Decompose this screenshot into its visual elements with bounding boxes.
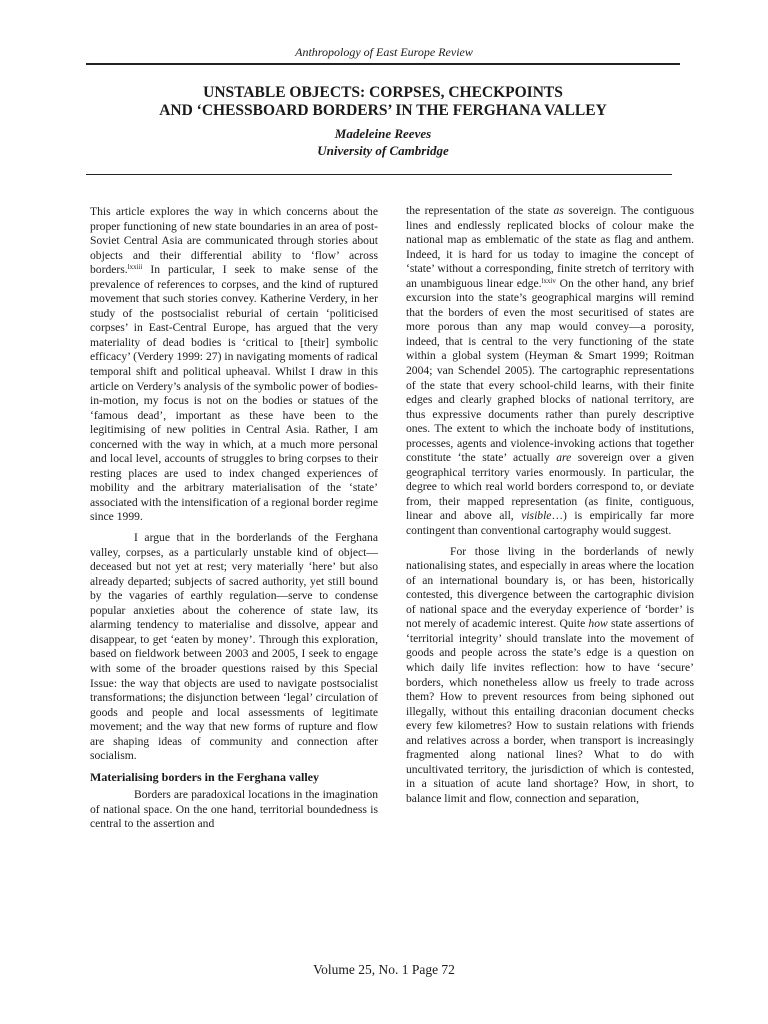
author-affiliation: University of Cambridge [317,143,449,158]
article-title [86,84,680,120]
emphasis: as [553,204,564,217]
text: In particular, I seek to make sense of the prevalence of references to corpses, and the kind of ruptured movement that such stories convey. Katherine Verdery, in her study of the postsocialist reburial of certain ‘politicised corpses’ in East-Central Europe, has argued that the very materiality of dead bodies is ‘critical to [their] symbolic efficacy’ (Verdery 1999: 27) in navigating moments of radical temporal shift and political upheaval. Whilst I draw in this article on Verdery’s analysis of the symbolic power of bodies-in-motion, my focus is not on the bodies or statues of the ‘famous dead’, important as these have been to the legitimising of new polities in Central Asia. Rather, I am concerned with the way in which, at a much more personal and local level, accounts of struggles to bring corpses to their resting places are used to index changed experiences of mobility and the arbitrary materialisation of the ‘state’ associated with the intensification of a regional border regime since 1999. [90,263,378,524]
text: sovereign over a given geographical territory varies enormously. In particular, the degree to which real world borders correspond to, or deviate from, their mapped representation (as finite, contiguous, linear and above all, [406,451,694,523]
text: For those living in the borderlands of newly nationalising states, and especially in areas where the location of an international boundary is, or has been, historically contested, this divergence between the cartographic division of national space and the everyday experience of ‘border’ is not merely of academic interest. Quite [406,544,694,631]
author-block [86,125,680,159]
page-footer: Volume 25, No. 1 Page 72 [313,962,455,977]
footnote-marker: lxxiv [541,276,556,285]
header-rule [86,63,680,65]
journal-header: Anthropology of East Europe Review [295,45,473,59]
title-line-2: AND ‘CHESSBOARD BORDERS’ IN THE FERGHANA VALLEY [159,102,607,119]
right-column [406,204,694,812]
footnote-marker: lxxiii [127,263,143,272]
paragraph [90,205,378,525]
text: …) is empirically far more contingent than conventional cartography would suggest. [406,509,694,538]
text: sovereign. The contiguous lines and endlessly replicated blocks of colour make the national map as emblematic of the state as flag and anthem. Indeed, it is hard for us today to imagine the concept of ‘state’ without a corresponding, finite stretch of territory with an unambiguous linear edge. [406,204,694,290]
section-heading: Materialising borders in the Ferghana valley [90,769,319,784]
paragraph [406,204,694,539]
paragraph: I argue that in the borderlands of the Ferghana valley, corpses, as a particularly unstable kind of object—deceased but not yet at rest; very materially ‘here’ but also already departed; subjects of sacred authority, yet still bound by the vagaries of earthly regulation—serve to condense popular anxieties about the coherence of state law, its alarming tendency to materialise and dissolve, appear and disappear, to get ‘eaten by money’. Through this exploration, based on fieldwork between 2003 and 2005, I seek to engage with some of the broader questions raised by this Special Issue: the way that objects are used to navigate postsocialist transformations; the disjunction between ‘legal’ circulation of goods and people and local assessments of legitimate movement; and the way that new forms of rupture and flow are shaping ideas of community and connection after socialism. [90,531,378,763]
title-line-1: UNSTABLE OBJECTS: CORPSES, CHECKPOINTS [203,84,563,101]
text: the representation of the state [406,204,554,217]
text: On the other hand, any brief excursion into the state’s geographical margins will remind that the borders of even the most securitised of states are more porous than any map would convey—a porosity, indeed, that is central to the very functioning of the state within a global system (Heyman & Smart 1999; Roitman 2004; van Schendel 2005). The cartographic representations of the state that every school-child learns, with their finite edges and clearly graphed blocks of national territory, are thus expressive documents rather than purely descriptive ones. The extent to which the inchoate body of institutions, processes, agents and violence-invoking actions that together constitute ‘the state’ actually [406,276,694,465]
emphasis: visible [521,509,552,523]
title-rule [86,174,672,175]
emphasis: are [556,451,572,465]
text: state assertions of ‘territorial integrity’ should translate into the movement of goods and people across the state’s edge is a question on which daily life invites reflection: how to have ‘secure’ borders, which nonetheless allow us freely to trade across them? How to prevent resources from being siphoned out illegally, without this entailing draconian document checks every few kilometres? How to sustain relations with friends and relatives across a border, when transport is increasingly fragmented along national lines? What to do with uncultivated territory, the jurisdiction of which is contested, in a situation of acute land shortage? How, in short, to balance limit and flow, connection and separation, [406,617,694,805]
author-name: Madeleine Reeves [334,126,432,141]
paragraph [406,545,694,807]
left-column [90,205,378,838]
paragraph: Borders are paradoxical locations in the imagination of national space. On the one hand, territorial boundedness is central to the assertion and [90,788,378,831]
emphasis: how [588,617,608,631]
text: This article explores the way in which concerns about the proper functioning of new state boundaries in an area of post-Soviet Central Asia are communicated through stories about objects and their differential ability to ‘flow’ across borders. [90,205,378,277]
